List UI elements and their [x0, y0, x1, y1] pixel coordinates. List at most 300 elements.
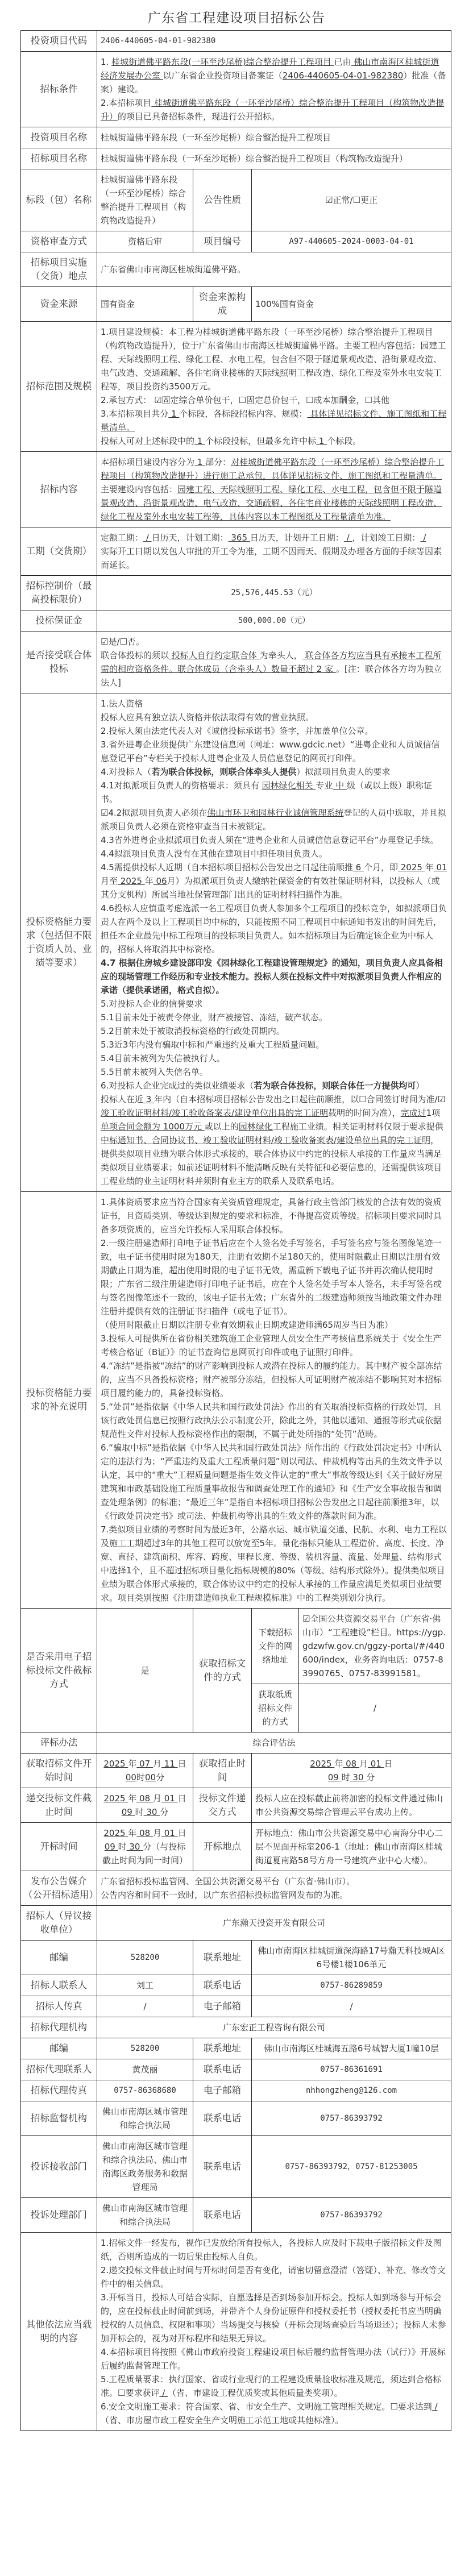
underlined-text: 07: [136, 1759, 153, 1769]
underlined-text: 单项合同金额为: [101, 1121, 161, 1132]
opening-time: [97, 1823, 193, 1871]
label: 是否采用电子招标投标文件截标方式: [21, 1609, 97, 1732]
paragraph: [101, 434, 447, 448]
text: 年: [144, 876, 153, 886]
label: 递交投标文件截止时间: [21, 1788, 97, 1823]
underlined-text: 1000万元: [160, 1121, 205, 1132]
label: 招标代理传真: [21, 2080, 97, 2101]
label: 联系地址: [193, 1941, 252, 1975]
label: 邮编: [21, 1941, 97, 1975]
phone-value: 0757-86289859: [252, 1975, 451, 1996]
label: 招标人传真: [21, 1996, 97, 2017]
row-control-price: [21, 576, 451, 610]
underlined-text: 6: [352, 862, 364, 872]
scope-text: [97, 322, 451, 452]
text: 4.5需提供投标人近期（自本招标项目招标公告发出之日起往前顺推: [101, 862, 353, 872]
text: 1.项目建设规模：本工程为桂城街道佛平路东段（一环至沙尾桥）综合整治提升工程项目（构筑物改造提升），位于广东省佛山市南海区桂城街道佛平路。主要工程内容包括：园建工程、天际线照明工程、绿化工程、水电工程，包含但不限于隧道景观改造、沿街景观改造、电气改造、交通疏解、各住宅商业楼栋的天际线照明工程改造、绿化工程及室外水电安装工程等，项目投资约3500万元。: [101, 327, 446, 392]
text: 1.: [101, 57, 112, 67]
text: 1.具体资质要求应当符合国家有关资质管理规定，具备行政主管部门核发的合法有效的资质证书，且资质类别、等级达到规定的要求和标准，不得提高资质等级。招标项目要求同时具备多项资质的，应当允许投标人采用联合体投标。: [101, 1197, 442, 1235]
underlined-text: 08: [136, 1828, 153, 1838]
paragraph: [101, 956, 447, 997]
fax-value: 0757-86368680: [97, 2080, 193, 2101]
text: 5.4目前未被列为失信被执行人。: [101, 1053, 225, 1063]
contact-value: 刘工: [97, 1975, 193, 1996]
underlined-text: 365: [228, 533, 250, 543]
paragraph: [101, 96, 447, 123]
location-value: 广东省佛山市南海区桂城街道佛平路。: [97, 252, 451, 287]
underlined-text: 中标通知书、合同协议书、竣工验收证明材料/竣工验收备案表/建设单位出具的完工证明: [101, 1135, 431, 1145]
label: 招标代理联系人: [21, 2059, 97, 2080]
text: 级（或以上级）职称证书。: [101, 780, 432, 804]
underlined-text: 2025: [310, 1759, 335, 1769]
row-submit: [21, 1788, 451, 1823]
label: 工期（交货期）: [21, 527, 97, 576]
paragraph: [101, 393, 447, 407]
text: 日: [177, 1759, 186, 1769]
phone-value: 0757-86393792: [252, 2198, 451, 2233]
underlined-text: 中: [333, 780, 347, 791]
text: 分: [160, 1807, 169, 1817]
text: 日: [177, 1828, 186, 1838]
underlined-text: 1: [168, 409, 180, 419]
paragraph: [101, 1359, 447, 1400]
label: 招标内容: [21, 452, 97, 527]
announcement-table: [20, 30, 451, 2431]
text: 日: [384, 1759, 393, 1769]
underlined-text: 桂城街道佛平路东段(一环至沙尾桥)综合整治提升工程项目: [111, 57, 334, 67]
text: 时: [136, 1772, 145, 1783]
requirements-text: [97, 693, 451, 1192]
label: 获取招标文件开始时间: [21, 1754, 97, 1788]
underlined-text: 3: [143, 1094, 155, 1104]
text: 年: [425, 862, 434, 872]
complaint-receive-value: 佛山市南海区城市管理和综合执法局、佛山市南海区政务服务和数据管理局: [97, 2136, 193, 2198]
qualification-value: 资格后审: [97, 231, 193, 252]
project-name-value: 桂城街道佛平路东段（一环至沙尾桥）综合整治提升工程项目（构筑物改造提升）: [97, 148, 451, 169]
paragraph: [101, 325, 447, 393]
text: 个标段，各标段招标内容、规模：: [179, 409, 308, 419]
label: 招标人（异议接收单位）: [21, 1906, 97, 1941]
label: 联系地址: [193, 2038, 252, 2059]
paragraph: [101, 1332, 447, 1359]
row-section: [21, 169, 451, 231]
row-agency: [21, 2017, 451, 2038]
label: 投标保证金: [21, 610, 97, 631]
row-scope: [21, 322, 451, 452]
text: 分（与投标截止时间为同一时间）: [102, 1842, 188, 1865]
paragraph: [101, 649, 447, 689]
text: 2.投标人须由法定代表人对《诚信投标承诺书》签字，并加盖单位公章。: [101, 726, 374, 736]
label: 投诉处理部门: [21, 2198, 97, 2233]
label: 联系电话: [193, 2136, 252, 2198]
underlined-text: 00: [145, 1772, 156, 1783]
label: 投资项目名称: [21, 127, 97, 148]
text: 分: [366, 1772, 375, 1783]
label: 投资项目代码: [21, 31, 97, 52]
bold-text: 若为联合体投标，则联合体任一方提供均可: [254, 1081, 416, 1091]
row-other: [21, 2233, 451, 2431]
text: 本招标项目建设内容分为: [101, 457, 195, 467]
text: 4.4拟派项目负责人没有在其他在建项目中担任项目负责人。: [101, 849, 327, 859]
row-deposit: [21, 610, 451, 631]
text: 时: [135, 1807, 144, 1817]
underlined-text: 01: [433, 862, 447, 872]
underlined-text: 园林绿化: [238, 1121, 273, 1132]
text: 4.6投标人应慎重考虑选派一名工程项目负责人参加多个工程项目的投标竞争，如拟派项目负责人在两个及以上工程项目均中标的，只能按照不同工程项目中标通知书发出的时间先后，担任本企业最先中标工程项目的投标项目负责人。如本招标项目为后确定该企业为中标人的，招标人将取消其中标资格。: [101, 903, 447, 954]
underlined-text: 1: [194, 436, 206, 446]
text: 日历天，计划工期：: [151, 533, 229, 543]
row-obtain-time: [21, 1754, 451, 1788]
phone-value: 0757-86361691: [252, 2059, 451, 2080]
paragraph: [101, 1875, 447, 1888]
deposit-value: 500,000.00（元）: [97, 610, 451, 631]
label: 获取招止时间: [193, 1754, 252, 1788]
address-value: 佛山市南海区桂城街道深海路17号瀚天科技城A区6号楼1楼106单元: [252, 1941, 451, 1975]
underlined-text: 佛山市环卫和园林行业诚信管理系统: [207, 808, 344, 818]
paragraph: [101, 455, 447, 483]
label: 联系电话: [193, 1975, 252, 1996]
text: 个标段投标，但最多允许中标: [205, 436, 317, 446]
underlined-text: 2025: [118, 876, 145, 886]
notice-nature-checkbox: ☑正常/☐更正: [252, 169, 451, 231]
underlined-text: 06: [153, 876, 167, 886]
text: 广东省招标投标监管网、全国公共资源交易平台（广东省·佛山市）。: [101, 1876, 355, 1887]
paragraph: [101, 2236, 447, 2263]
obtain-start-time: [97, 1754, 193, 1788]
paragraph: [101, 545, 447, 572]
text: 。[注：联合体各方均为独立法人]: [101, 664, 442, 688]
invest-name-value: 桂城街道佛平路东段（一环至沙尾桥）综合整治提升工程项目: [97, 127, 451, 148]
text: 5.5目前未被列入失信名单。: [101, 1067, 208, 1077]
row-tenderer-contact: [21, 1975, 451, 1996]
text: 6.对投标人企业完成过的类似业绩要求（: [101, 1081, 254, 1091]
label: 联系电话: [193, 2198, 252, 2233]
paragraph: [101, 1771, 189, 1784]
text: 6.“骗取中标”是指依据《中华人民共和国行政处罚法》所作出的《行政处罚决定书》中所认定的违法行为；“严重违约及重大工程质量问题”则以司法、仲裁机构等出具的生效文件予以认定，其中的“重大”工程质量问题是指生效文件认定的“重大”事故等级达到《关于做好房屋建筑和市政基础设施工程质量事故报告和调查处理工作的通知》和《生产安全事故报告和调查处理条例》的标准；“最近三年”是指自本招标项目招标公告发出之日起往前顺推3年，以《行政处罚决定书》或司法、仲裁机构等出具的生效文件的落款时间为准。: [101, 1443, 443, 1521]
text: 或以上的: [204, 1121, 239, 1132]
paragraph: [101, 1888, 447, 1902]
label: 开标时间: [21, 1823, 97, 1871]
underlined-text: 具体详见招标文件、施工图纸和工程量清单。: [101, 409, 447, 433]
text: 5.工程质量要求：执行国家、省或行业现行的工程建设质量验收标准及规范，须达到合格标准。☐要求获评: [101, 2374, 442, 2398]
label: 获取纸质招标文件的方式: [252, 1684, 299, 1732]
paragraph: [101, 1400, 447, 1441]
invest-code-value: 2406-440605-04-01-982380: [97, 31, 451, 52]
row-requirements: [21, 693, 451, 1192]
paragraph: [101, 1792, 189, 1805]
text: ）: [416, 1081, 425, 1091]
obtain-end-time: [252, 1754, 451, 1788]
paragraph: [101, 1757, 189, 1771]
label: 其他依法应当载明的内容: [21, 2233, 97, 2431]
project-code-value: A97-440605-2024-0003-04-01: [252, 231, 451, 252]
underlined-text: 佛山市南海区桂城街道经济发展办公室: [101, 57, 439, 81]
text: 3.开标当日，投标人可结合实际，自愿选择是否到场参加开标会。投标人如到场参与开标会的，应在投标截止时间前到场，并带齐个人身份证原件和授权委托书（授权委托书应当明确授权的人员信息、权限和事项）当场提交与核验（开标会现场查验后当场退还）；投标人未参加开标会的，视为对开标程序和结果无异议。: [101, 2292, 446, 2344]
underlined-text: /: [431, 2402, 438, 2412]
paragraph: [101, 2291, 447, 2345]
text: ☑是/☐否。: [101, 637, 144, 647]
paragraph: [101, 1038, 447, 1052]
paragraph: [101, 1024, 447, 1038]
text: 月至: [101, 876, 118, 886]
text: 投标人可对上述标段中的: [101, 436, 195, 446]
paragraph: [101, 1523, 447, 1605]
underlined-text: 30: [143, 1807, 160, 1817]
paragraph: [101, 697, 447, 711]
text: 月: [152, 1828, 161, 1838]
row-agency-zip: [21, 2038, 451, 2059]
text: （省、市建设工程优质奖或其他质量类奖项）。: [168, 2388, 343, 2398]
label: 是否接受联合体投标: [21, 631, 97, 693]
label: 资格审查方式: [21, 231, 97, 252]
paragraph: [255, 1757, 447, 1771]
row-consortium: [21, 631, 451, 693]
paragraph: [101, 1092, 447, 1188]
underlined-text: 01: [161, 1793, 178, 1804]
underlined-text: 竣工验收证明材料/竣工验收备案表/建设单位出具的完工证明: [101, 1108, 329, 1118]
text: 个标段。: [327, 436, 362, 446]
text: 的项目已具备招标条件，现进行公开招标。: [118, 111, 280, 122]
underlined-text: 01: [161, 1828, 178, 1838]
underlined-text: /: [159, 2388, 168, 2398]
label: 招标项目名称: [21, 148, 97, 169]
text: 2.一级注册建造师打印电子证书后应在个人签名处手写签名，手写签名应与签名图像笔迹一致，电子证书使用时限为180天，注册有效期不足180天的，使用时限截止日期以注册有效期截止日期为准，超出使用时限的电子证书无效，需重新下载电子证书并再次确认使用时限；广东省二级注册建造师打印电子证书后，应在个人签名处手写本人签名，未手写签名或与签名图像笔迹不一致的，该电子证书无效；广东省外的二级建造师须按当地政策文件办理注册并提供有效的注册证书扫描件（或电子证书）。: [101, 1238, 442, 1316]
paragraph: [101, 1079, 447, 1092]
text: ☑4.2拟派项目负责人必须在: [101, 808, 208, 818]
text: 月: [152, 1759, 161, 1769]
submit-method: 投标人应在投标截止前将加密的投标文件通过佛山市公共资源交易综合管理云平台成功上传。: [252, 1788, 451, 1823]
text: 已由: [334, 57, 351, 67]
paper-method-value: /: [299, 1684, 451, 1732]
text: ，计划竣工日期：: [352, 533, 421, 543]
row-qualification: [21, 231, 451, 252]
underlined-text: 01: [368, 1759, 384, 1769]
text: （省、市房屋市政工程安全生产文明施工示范工地或其他标准）。: [101, 2415, 344, 2425]
underlined-text: /: [143, 533, 152, 543]
text: 为牵头人，: [259, 650, 302, 660]
paragraph: [101, 765, 447, 779]
paragraph: [101, 847, 447, 861]
label: 招标项目实施（交货）地点: [21, 252, 97, 287]
text: 月）为拟派项目负责人缴纳社保资金的有效社保证明材料，以投标人（或其分支机构）所属当地社保管理部门出具的证明材料扫描件为准。: [101, 876, 440, 900]
label: 招标监督机构: [21, 2101, 97, 2136]
label: 资金来源构成: [193, 287, 252, 322]
label: 获取招标文件的方式: [193, 1609, 252, 1732]
paragraph: [101, 724, 447, 738]
text: 载明的时间为准），: [328, 1108, 401, 1118]
text: 时: [341, 1772, 350, 1783]
underlined-text: 2025: [103, 1759, 128, 1769]
paragraph: [101, 997, 447, 1011]
row-supplement: [21, 1192, 451, 1609]
text: 登记的人员中选取，并且拟派项目负责人必须在资格审查当日未被锁定。: [101, 808, 446, 832]
text: 分: [156, 1772, 165, 1783]
page-title: 广东省工程建设项目招标公告: [148, 11, 325, 26]
text: 个月，即: [363, 862, 398, 872]
text: 年: [334, 1759, 343, 1769]
text: 4.本招标项目将按照《佛山市政府投资工程建设项目标后履约监督管理办法（试行）》开展标后履约监督管理工作。: [101, 2347, 446, 2371]
text: 4.“冻结”是指被“冻结”的财产影响到投标人或潜在投标人的履约能力。其中财产被全部冻结的，应当不具备投标资格；财产被部分冻结，但投标人可证明财产被冻结不影响其对本招标项目履约能力的，具备投标资格。: [101, 1361, 442, 1398]
contact-value: 黄茂丽: [97, 2059, 193, 2080]
email-value: /: [252, 1996, 451, 2017]
underlined-text: 09: [327, 1772, 342, 1783]
paragraph: [101, 1805, 189, 1819]
row-agency-fax: [21, 2080, 451, 2101]
label: 标段（包）名称: [21, 169, 97, 231]
underlined-text: 11: [161, 1759, 178, 1769]
paragraph: [101, 1826, 189, 1840]
underlined-text: 完成过: [400, 1108, 426, 1118]
text: 5.2目前未处于被取消投标资格的行政处罚期内。: [101, 1026, 285, 1036]
address-value: 佛山市南海区桂城海五路6号城智大厦1幢10层: [252, 2038, 451, 2059]
label: 开标地点: [193, 1823, 252, 1871]
underlined-text: /: [420, 533, 426, 543]
label: 投诉接收部门: [21, 2136, 97, 2198]
row-tenderer-zip: [21, 1941, 451, 1975]
row-evaluation: [21, 1732, 451, 1754]
label: 公告性质: [193, 169, 252, 231]
text: 3.省外进粤企业须提供广东建设信息网（网址：www.gdcic.net）“进粤企业和人员诚信信息登记平台”专栏关于投标人进粤企业及人员信息登记的网页打印件。: [101, 739, 440, 763]
text: 4.1对拟派项目负责人的资格要求：须具有: [101, 780, 262, 791]
text: 实际开工日期以发包人审批的开工令为准，工期不因雨天、假期及办理各方面的手续等因素而延长。: [101, 546, 442, 570]
label: 资金来源: [21, 287, 97, 322]
text: 联合体投标的须以: [101, 650, 169, 660]
label: 邮编: [21, 2038, 97, 2059]
text: 月: [152, 1793, 161, 1804]
paragraph: [101, 1195, 447, 1236]
row-agency-contact: [21, 2059, 451, 2080]
paragraph: [101, 1441, 447, 1523]
text: 3.本招标项目共分: [101, 409, 169, 419]
media-text: [97, 1871, 451, 1906]
text: 投标人在近: [101, 1094, 144, 1104]
funding-value: 国有资金: [97, 287, 193, 322]
text: 月: [359, 1759, 368, 1769]
label: 招标条件: [21, 52, 97, 127]
text: 2.递交投标文件截止时间与开标时间是否有变化，请密切留意澄清（答疑）、补充、修改等文件中的相关信息。: [101, 2265, 446, 2289]
text: 年: [128, 1828, 137, 1838]
row-complaint-process: [21, 2198, 451, 2233]
label: 投标资格能力要求的补充说明: [21, 1192, 97, 1609]
text: 年: [128, 1759, 137, 1769]
text: 专业: [316, 780, 333, 791]
text: 定额工期：: [101, 533, 144, 543]
underlined-text: 00: [125, 1772, 136, 1783]
text: 5.“处罚”是指依据《中华人民共和国行政处罚法》作出的有关取消投标资格的行政处罚，且该行政处罚信息已按照行政执法公示制度公开，除此之外，其他以通知、通报等形式或依据规范性文件对投标人投标资格作出的限制，不属于此处所指的“处罚”范畴。: [101, 1402, 442, 1439]
text: 1.招标文件一经发布，视作已发放给所有投标人，各投标人应及时下载电子版招标文件及图纸，否则所造成的一切后果由投标人自负。: [101, 2238, 442, 2262]
paragraph: [101, 2373, 447, 2400]
row-duration: [21, 527, 451, 576]
paragraph: [101, 1236, 447, 1318]
text: 3.投标人可提供所在省份相关建筑施工企业管理人员安全生产考核信息系统关于《安全生产考核合格证（B证）》的证书查询信息网页打印件或电子证照打印件。: [101, 1333, 442, 1357]
phone-value: 0757-86393792，0757-81253005: [252, 2136, 451, 2198]
submit-deadline: [97, 1788, 193, 1823]
row-electronic: [21, 1609, 451, 1684]
text: 年内（自本招标项目招标公告发出之日起往前顺推，以☐合同签订时间为准/☑: [154, 1094, 446, 1104]
conditions-text: [97, 52, 451, 127]
paragraph: [101, 738, 447, 765]
row-invest-code: [21, 31, 451, 52]
text: ）拟派项目负责人的要求: [296, 767, 391, 777]
underlined-text: 30: [126, 1842, 143, 1852]
row-location: [21, 252, 451, 287]
tenderer-value: 广东瀚天投资开发有限公司: [97, 1906, 451, 1941]
row-funding: [21, 287, 451, 322]
label: 评标办法: [21, 1732, 97, 1754]
text: 公告内容和时间不一致时，以广东省招标投标监管网发布的为准。: [101, 1890, 348, 1900]
underlined-text: 园林绿化相关: [262, 780, 316, 791]
paragraph: [101, 779, 447, 806]
electronic-value: 是: [97, 1609, 193, 1732]
text: 部分：: [205, 457, 231, 467]
text: 4.3省外进粤企业拟派项目负责人须在“进粤企业和人员诚信信息登记平台”办理登记手续。: [101, 835, 439, 845]
underlined-text: 09: [121, 1807, 135, 1817]
evaluation-value: 综合评估法: [97, 1732, 451, 1754]
complaint-process-value: 佛山市南海区城市管理和综合执法局: [97, 2198, 193, 2233]
row-media: [21, 1871, 451, 1906]
underlined-text: 1: [316, 436, 327, 446]
underlined-text: /: [343, 533, 352, 543]
underlined-text: 2025: [397, 862, 425, 872]
text: 2.本招标项目: [101, 98, 152, 108]
text: 以广东省企业投资项目备案证（: [163, 70, 283, 81]
text: 5.3近3年内没有骗取中标和严重违约及重大工程质量问题。: [101, 1040, 325, 1050]
paragraph: [101, 2263, 447, 2291]
paragraph: [255, 1771, 447, 1784]
text: 工程施工业绩。相关证明材料仅限于要求提供: [272, 1121, 443, 1132]
paragraph: [101, 407, 447, 434]
text: 6.安全文明施工要求：符合国家、省、市安全生产、文明施工管理相关规定。☐要求达到: [101, 2402, 432, 2412]
paragraph: [101, 1840, 189, 1867]
underlined-text: 2025: [103, 1793, 128, 1804]
underlined-text: 对桂城街道佛平路东段（一环至沙尾桥）综合整治提升工程项目（构筑物改造提升）进行施工总承包，具体详见招标文件、施工图纸和工程量清单。: [101, 457, 445, 481]
text: ）批准（备案）建设。: [101, 70, 446, 94]
label: 电子邮箱: [193, 1996, 252, 2017]
paragraph: [101, 806, 447, 833]
underlined-text: 联合体各方均应当具有承接本工程所需的相应资格条件。联合体成员（含牵头人）数量不超过 2 家: [101, 650, 442, 674]
text: 5.对投标人企业的信誉要求: [101, 999, 203, 1009]
paragraph: [101, 2345, 447, 2373]
consortium-text: [97, 631, 451, 693]
underlined-text: 30: [350, 1772, 367, 1783]
text: 4.对投标人（: [101, 767, 152, 777]
phone-value: 0757-86393792: [252, 2101, 451, 2136]
text: 投标人应具有独立法人资格并依法取得有效的营业执照。: [101, 712, 314, 722]
underlined-text: 2025: [103, 1828, 128, 1838]
paragraph: [101, 55, 447, 96]
label: 联系电话: [193, 2059, 252, 2080]
row-complaint-receive: [21, 2136, 451, 2198]
label: 联系电话: [193, 2101, 252, 2136]
label: 项目编号: [193, 231, 252, 252]
paragraph: [101, 901, 447, 956]
paragraph: [101, 833, 447, 847]
row-content: [21, 452, 451, 527]
content-text: [97, 452, 451, 527]
duration-text: [97, 527, 451, 576]
underlined-text: 08: [343, 1759, 359, 1769]
section-value: 桂城街道佛平路东段（一环至沙尾桥）综合整治提升工程项目（构筑物改造提升）: [97, 169, 193, 231]
text: ，提供类似项目业绩为联合体形式承接的，联合体协议中约定的投标人承接的工作量应当满足类似项目业绩要求；如前述证明材料不能清晰反映有关特征和必要信息的，还需提供该项目工程业绩的业主证明材料并须附有业主方的联系人及联系电话。: [101, 1135, 442, 1186]
supervisor-value: 佛山市南海区城市管理和综合执法局: [97, 2101, 193, 2136]
label: 投标文件递交方式: [193, 1788, 252, 1823]
paragraph: [101, 1065, 447, 1079]
text: 年: [128, 1793, 137, 1804]
row-project-name: [21, 148, 451, 169]
zip-value: 528200: [97, 2038, 193, 2059]
text: （使用时限截止日期以注册专业有效期截止日期或建造师满65周岁当日为准）: [101, 1320, 393, 1330]
text: 5.1目前未处于被责令停业，财产被接管、冻结，破产状态。: [101, 1012, 327, 1023]
